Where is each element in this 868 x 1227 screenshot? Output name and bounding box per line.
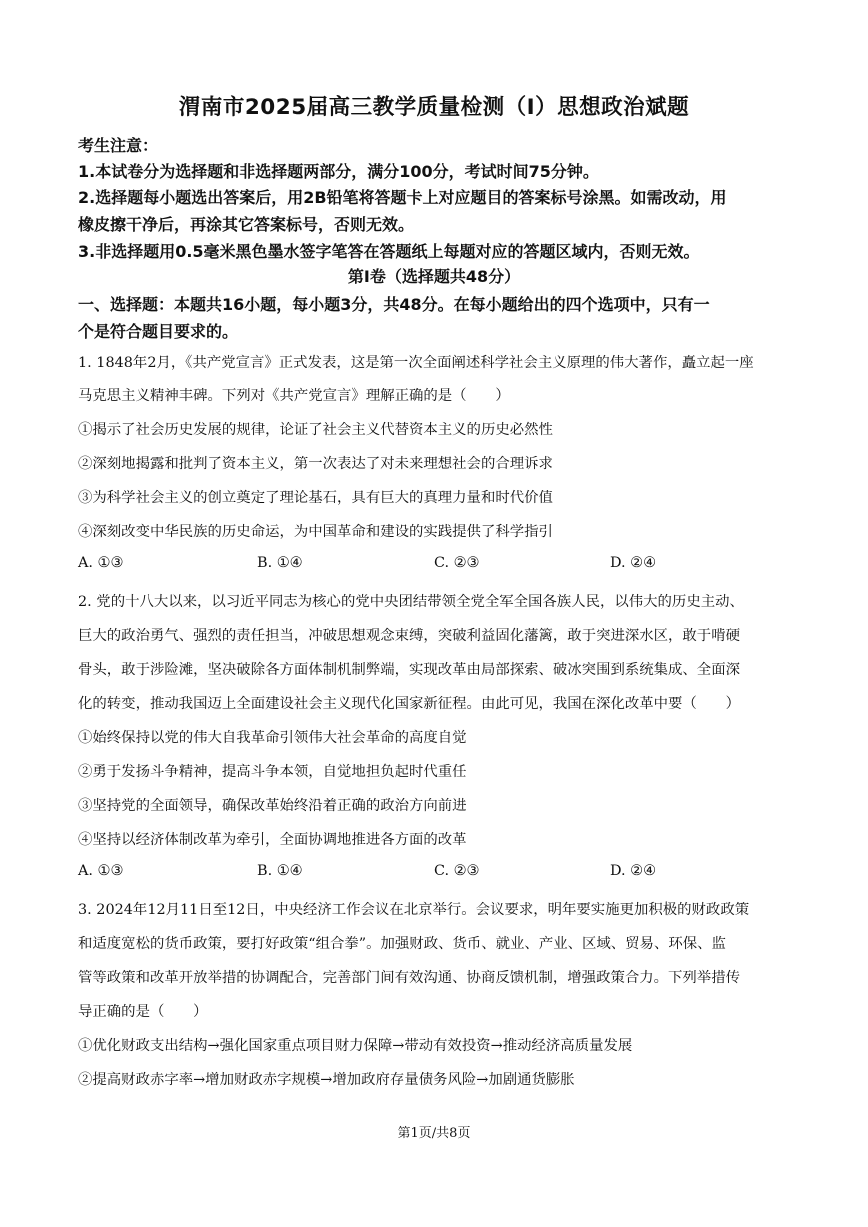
q1-option-c[interactable]: C. ②③: [434, 555, 480, 571]
section1-instruction: 一、选择题：本题共16小题，每小题3分，共48分。在每小题给出的四个选项中，只有一: [78, 295, 710, 314]
q1-statement-3: ③为科学社会主义的创立奠定了理论基石，具有巨大的真理力量和时代价值: [78, 490, 553, 506]
q1-stem-line: 1. 1848年2月，《共产党宣言》正式发表，这是第一次全面阐述科学社会主义原理的伟大著作，矗立起一座: [78, 355, 754, 371]
q2-statement-4: ④坚持以经济体制改革为牵引，全面协调地推进各方面的改革: [78, 832, 467, 848]
q2-option-a[interactable]: A. ①③: [78, 863, 124, 879]
q3-statement-1: ①优化财政支出结构→强化国家重点项目财力保障→带动有效投资→推动经济高质量发展: [78, 1038, 633, 1054]
q1-option-a[interactable]: A. ①③: [78, 555, 124, 571]
notice-item-2-cont: 橡皮擦干净后，再涂其它答案标号，否则无效。: [78, 215, 415, 234]
q2-statement-1: ①始终保持以党的伟大自我革命引领伟大社会革命的高度自觉: [78, 730, 467, 746]
q2-statement-3: ③坚持党的全面领导，确保改革始终沿着正确的政治方向前进: [78, 798, 467, 814]
q2-stem-line: 化的转变，推动我国迈上全面建设社会主义现代化国家新征程。由此可见，我国在深化改革中要（ ）: [78, 696, 740, 712]
q3-stem-line: 导正确的是（ ）: [78, 1004, 208, 1020]
q2-option-c[interactable]: C. ②③: [434, 863, 480, 879]
exam-title: 渭南市2025届高三教学质量检测（I）思想政治斌题: [178, 95, 690, 120]
q3-stem-line: 管等政策和改革开放举措的协调配合，完善部门间有效沟通、协商反馈机制，增强政策合力。下列举措传: [78, 970, 740, 986]
q2-statement-2: ②勇于发扬斗争精神，提高斗争本领，自觉地担负起时代重任: [78, 764, 467, 780]
q2-stem-line: 巨大的政治勇气、强烈的责任担当，冲破思想观念束缚，突破利益固化藩篱，敢于突进深水区，敢于啃硬: [78, 628, 740, 644]
page-footer: 第1页/共8页: [397, 1126, 471, 1141]
notice-item-2: 2.选择题每小题选出答案后，用2B铅笔将答题卡上对应题目的答案标号涂黑。如需改动，用: [78, 188, 727, 207]
q2-option-d[interactable]: D. ②④: [610, 863, 656, 879]
q1-option-b[interactable]: B. ①④: [257, 555, 303, 571]
q3-stem-line: 3. 2024年12月11日至12日，中央经济工作会议在北京举行。会议要求，明年要实施更加积极的财政政策: [78, 902, 750, 918]
part1-heading: 第I卷（选择题共48分）: [347, 267, 521, 286]
notice-heading: 考生注意：: [78, 136, 159, 155]
section1-instruction-cont: 个是符合题目要求的。: [78, 322, 239, 341]
q2-stem-line: 骨头，敢于涉险滩，坚决破除各方面体制机制弊端，实现改革由局部探索、破冰突围到系统集成、全面深: [78, 662, 740, 678]
q3-statement-2: ②提高财政赤字率→增加财政赤字规模→增加政府存量债务风险→加剧通货膨胀: [78, 1072, 575, 1088]
q1-statement-4: ④深刻改变中华民族的历史命运，为中国革命和建设的实践提供了科学指引: [78, 524, 553, 540]
q2-option-b[interactable]: B. ①④: [257, 863, 303, 879]
q1-statement-2: ②深刻地揭露和批判了资本主义，第一次表达了对未来理想社会的合理诉求: [78, 456, 553, 472]
q2-stem-line: 2. 党的十八大以来，以习近平同志为核心的党中央团结带领全党全军全国各族人民，以伟大的历史主动、: [78, 594, 744, 610]
q1-stem-line: 马克思主义精神丰碑。下列对《共产党宣言》理解正确的是（ ）: [78, 388, 510, 404]
notice-item-1: 1.本试卷分为选择题和非选择题两部分，满分100分，考试时间75分钟。: [78, 162, 599, 181]
notice-item-3: 3.非选择题用0.5毫米黑色墨水签字笔答在答题纸上每题对应的答题区域内，否则无效。: [78, 242, 700, 261]
q3-stem-line: 和适度宽松的货币政策，要打好政策“组合拳”。加强财政、货币、就业、产业、区域、贸易、环保、监: [78, 936, 726, 952]
q1-option-d[interactable]: D. ②④: [610, 555, 656, 571]
q1-statement-1: ①揭示了社会历史发展的规律，论证了社会主义代替资本主义的历史必然性: [78, 422, 553, 438]
